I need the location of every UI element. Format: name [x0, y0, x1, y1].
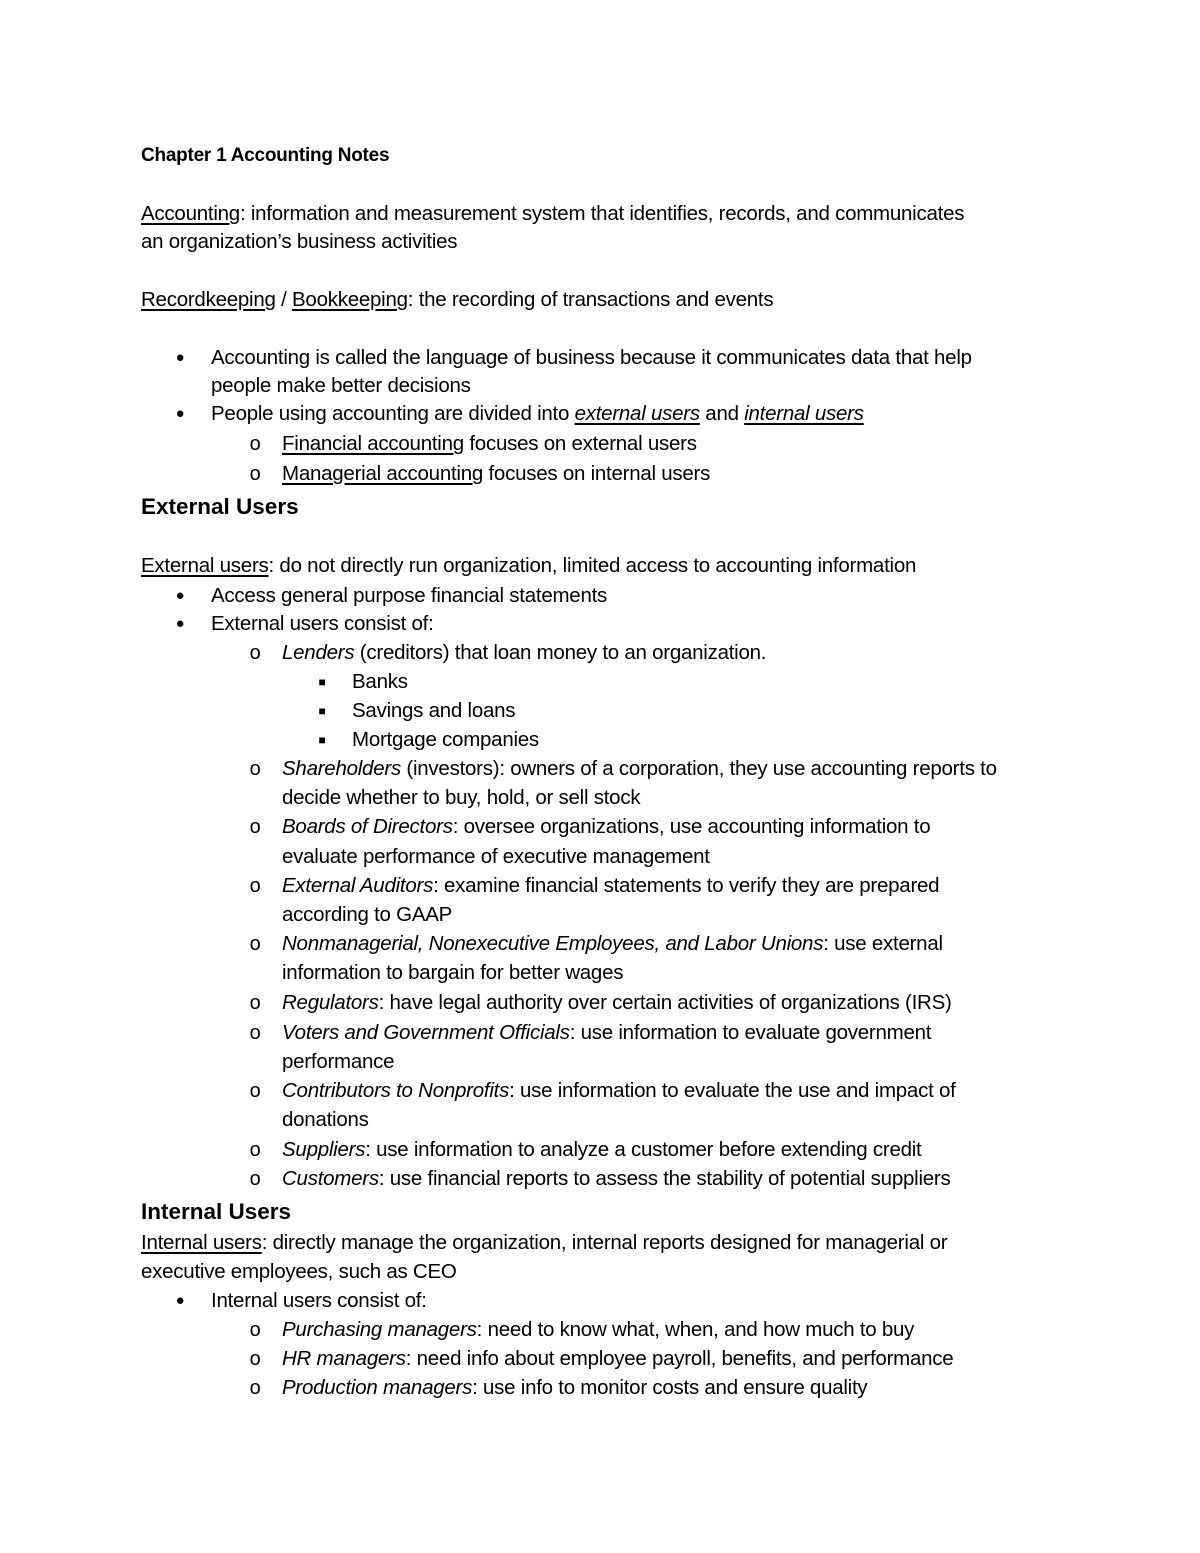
shareholders-term: Shareholders [282, 757, 401, 780]
square-marker: ■ [318, 704, 326, 718]
bullet-marker: ● [175, 615, 185, 632]
circle-marker: o [249, 1080, 261, 1102]
external-consist-bullet: External users consist of: [211, 612, 434, 635]
circle-marker: o [249, 642, 261, 664]
contributors-term: Contributors to Nonprofits [282, 1079, 510, 1102]
financial-accounting-text: focuses on external users [463, 432, 697, 455]
production-term: Production managers [282, 1376, 473, 1399]
purchasing-text: : need to know what, when, and how much to buy [476, 1318, 915, 1341]
managerial-accounting-item [282, 460, 710, 488]
bullet-marker: ● [175, 587, 185, 604]
internal-consist-bullet: Internal users consist of: [211, 1289, 427, 1312]
circle-marker: o [249, 463, 261, 485]
internal-users-term: internal users [744, 402, 864, 425]
customers-term: Customers [282, 1167, 379, 1190]
contributors-text: : use information to evaluate the use and impact of [509, 1079, 956, 1102]
term-separator: / [275, 288, 292, 311]
regulators-term: Regulators [282, 991, 379, 1014]
employees-text: : use external [823, 932, 943, 955]
shareholders-item-cont: decide whether to buy, hold, or sell stock [282, 786, 641, 809]
customers-item [282, 1165, 950, 1193]
circle-marker: o [249, 1168, 261, 1190]
general-purpose-bullet: Access general purpose financial statements [211, 584, 608, 607]
recordkeeping-definition [141, 286, 773, 314]
shareholders-item [282, 755, 997, 783]
internal-users-definition [141, 1229, 947, 1257]
bookkeeping-term: Bookkeeping [292, 288, 408, 311]
bullet-marker: ● [175, 405, 185, 422]
circle-marker: o [249, 1319, 261, 1341]
circle-marker: o [249, 758, 261, 780]
recordkeeping-definition-text: : the recording of transactions and events [407, 288, 774, 311]
circle-marker: o [249, 1348, 261, 1370]
circle-marker: o [249, 933, 261, 955]
purchasing-item [282, 1316, 914, 1344]
recordkeeping-term: Recordkeeping [141, 288, 276, 311]
document-title: Chapter 1 Accounting Notes [141, 145, 390, 166]
auditors-term: External Auditors [282, 874, 434, 897]
internal-users-definition-cont: executive employees, such as CEO [141, 1260, 457, 1283]
square-marker: ■ [318, 733, 326, 747]
circle-marker: o [249, 816, 261, 838]
external-users-def-term: External users [141, 554, 269, 577]
boards-item [282, 813, 930, 841]
lenders-text: (creditors) that loan money to an organization. [354, 641, 767, 664]
internal-users-heading: Internal Users [141, 1199, 292, 1224]
shareholders-text: (investors): owners of a corporation, they use accounting reports to [400, 757, 997, 780]
lender-type-item: Mortgage companies [352, 728, 539, 751]
production-text: : use info to monitor costs and ensure quality [472, 1376, 868, 1399]
circle-marker: o [249, 1139, 261, 1161]
employees-item [282, 930, 943, 958]
employees-item-cont: information to bargain for better wages [282, 961, 624, 984]
accounting-definition-text: : information and measurement system that identifies, records, and communicates [239, 202, 965, 225]
external-users-term: external users [574, 402, 700, 425]
employees-term: Nonmanagerial, Nonexecutive Employees, and Labor Unions [282, 932, 824, 955]
external-users-heading: External Users [141, 494, 299, 519]
managerial-accounting-term: Managerial accounting [282, 462, 484, 485]
hr-term: HR managers [282, 1347, 406, 1370]
external-users-def-text: : do not directly run organization, limited access to accounting information [268, 554, 917, 577]
accounting-definition-cont: an organization’s business activities [141, 230, 458, 253]
boards-term: Boards of Directors [282, 815, 453, 838]
users-divided-bullet [211, 400, 864, 428]
auditors-item-cont: according to GAAP [282, 903, 453, 926]
financial-accounting-term: Financial accounting [282, 432, 464, 455]
and-text: and [699, 402, 745, 425]
voters-text: : use information to evaluate government [569, 1021, 932, 1044]
accounting-definition [141, 200, 964, 228]
contributors-item-cont: donations [282, 1108, 369, 1131]
bullet-marker: ● [175, 349, 185, 366]
circle-marker: o [249, 992, 261, 1014]
circle-marker: o [249, 1377, 261, 1399]
regulators-item [282, 989, 952, 1017]
financial-accounting-item [282, 430, 697, 458]
lender-type-item: Savings and loans [352, 699, 516, 722]
external-users-definition [141, 552, 916, 580]
circle-marker: o [249, 875, 261, 897]
bullet-marker: ● [175, 1292, 185, 1309]
production-item [282, 1374, 867, 1402]
boards-item-cont: evaluate performance of executive management [282, 845, 710, 868]
accounting-term: Accounting [141, 202, 240, 225]
hr-text: : need info about employee payroll, benefits, and performance [405, 1347, 954, 1370]
suppliers-text: : use information to analyze a customer before extending credit [365, 1138, 922, 1161]
lender-type-item: Banks [352, 670, 408, 693]
square-marker: ■ [318, 675, 326, 689]
lenders-term: Lenders [282, 641, 355, 664]
regulators-text: : have legal authority over certain activities of organizations (IRS) [378, 991, 952, 1014]
hr-item [282, 1345, 953, 1373]
users-divided-text: People using accounting are divided into [211, 402, 575, 425]
lenders-item [282, 639, 766, 667]
internal-users-def-text: : directly manage the organization, internal reports designed for managerial or [261, 1231, 948, 1254]
managerial-accounting-text: focuses on internal users [483, 462, 711, 485]
boards-text: : oversee organizations, use accounting information to [452, 815, 931, 838]
voters-item-cont: performance [282, 1050, 395, 1073]
circle-marker: o [249, 1022, 261, 1044]
language-of-business-bullet-cont: people make better decisions [211, 374, 471, 397]
auditors-item [282, 872, 939, 900]
voters-term: Voters and Government Officials [282, 1021, 570, 1044]
contributors-item [282, 1077, 956, 1105]
auditors-text: : examine financial statements to verify they are prepared [433, 874, 940, 897]
circle-marker: o [249, 433, 261, 455]
voters-item [282, 1019, 931, 1047]
customers-text: : use financial reports to assess the stability of potential suppliers [378, 1167, 951, 1190]
suppliers-term: Suppliers [282, 1138, 366, 1161]
internal-users-def-term: Internal users [141, 1231, 262, 1254]
purchasing-term: Purchasing managers [282, 1318, 477, 1341]
suppliers-item [282, 1136, 922, 1164]
language-of-business-bullet: Accounting is called the language of business because it communicates data that help [211, 346, 972, 369]
